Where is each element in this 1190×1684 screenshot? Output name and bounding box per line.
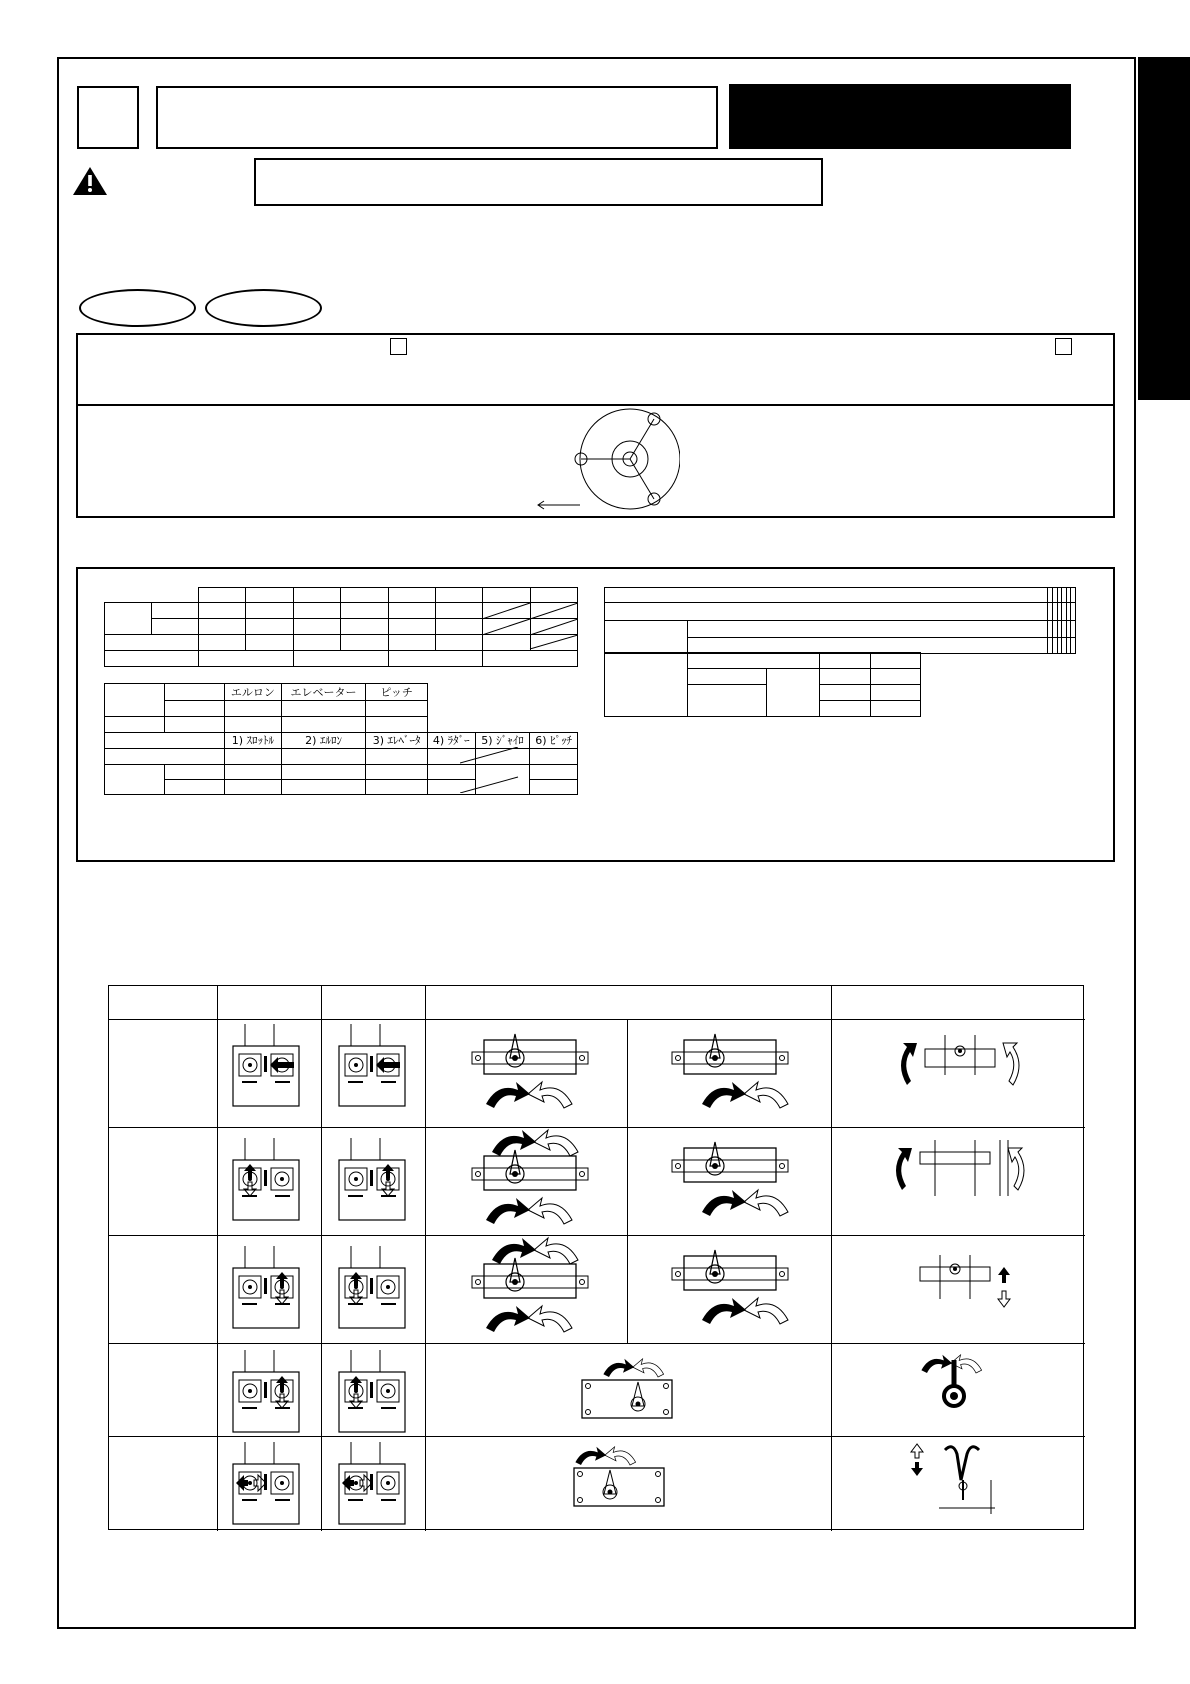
channel-4: 4) ﾗﾀﾞｰ xyxy=(427,733,475,749)
settings-table-2b xyxy=(604,652,921,717)
swashplate-elevator-icon xyxy=(890,1140,1030,1200)
transmitter-icon xyxy=(232,1024,302,1108)
transmitter-icon xyxy=(338,1442,408,1526)
servo-icon xyxy=(670,1030,790,1114)
channel-3: 3) ｴﾚﾍﾞｰﾀ xyxy=(366,733,428,749)
section-side-tab xyxy=(1138,57,1190,400)
label-oval-2 xyxy=(205,289,322,327)
warning-text-box xyxy=(254,158,823,206)
transmitter-icon xyxy=(232,1246,302,1330)
servo-icon xyxy=(470,1126,590,1226)
servo-icon xyxy=(670,1246,790,1330)
transmitter-icon xyxy=(232,1350,302,1434)
throttle-arm-icon xyxy=(920,1352,1000,1412)
table-3-diagonals xyxy=(460,747,520,793)
header-aileron: エルロン xyxy=(225,684,282,701)
transmitter-icon xyxy=(232,1138,302,1222)
pitch-mixer-icon xyxy=(905,1440,1005,1514)
channel-2: 2) ｴﾙﾛﾝ xyxy=(281,733,366,749)
transmitter-icon xyxy=(232,1442,302,1526)
swashplate-diagram xyxy=(530,405,680,515)
pitch-servo-icon xyxy=(570,1444,670,1520)
channel-1: 1) ｽﾛｯﾄﾙ xyxy=(225,733,282,749)
servo-icon xyxy=(470,1030,590,1114)
table-1-diagonals xyxy=(482,603,578,649)
label-oval-1 xyxy=(79,289,196,327)
channel-5: 5) ｼﾞｬｲﾛ xyxy=(475,733,530,749)
transmitter-icon xyxy=(338,1138,408,1222)
swashplate-pitch-icon xyxy=(900,1255,1020,1315)
swashplate-aileron-icon xyxy=(895,1035,1025,1095)
checkbox-1[interactable] xyxy=(390,338,407,355)
header-pitch: ピッチ xyxy=(366,684,428,701)
checkbox-2[interactable] xyxy=(1055,338,1072,355)
transmitter-icon xyxy=(338,1350,408,1434)
transmitter-icon xyxy=(338,1246,408,1330)
servo-icon xyxy=(470,1234,590,1334)
header-elevator: エレベーター xyxy=(281,684,366,701)
throttle-servo-icon xyxy=(578,1356,678,1432)
step-number-box xyxy=(77,86,139,149)
channel-6: 6) ﾋﾟｯﾁ xyxy=(530,733,578,749)
section-title-block xyxy=(729,84,1071,149)
warning-triangle-icon xyxy=(72,166,108,196)
transmitter-icon xyxy=(338,1024,408,1108)
step-title-box xyxy=(156,86,718,149)
servo-icon xyxy=(670,1138,790,1222)
settings-table-2 xyxy=(604,587,1076,654)
